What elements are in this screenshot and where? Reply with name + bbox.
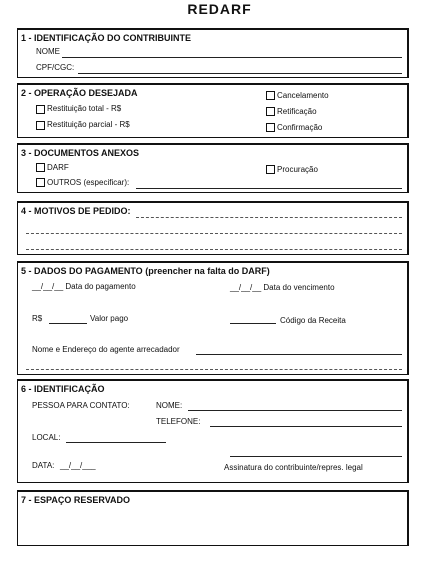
section-2-title: 2 - OPERAÇÃO DESEJADA: [21, 88, 138, 98]
section-dados-pagamento: [17, 261, 409, 375]
restituicao-total-label: Restituição total - R$: [47, 104, 122, 113]
data-vencimento-label: Data do vencimento: [263, 283, 335, 292]
codigo-receita-field[interactable]: [230, 323, 276, 324]
nome-label: NOME: [36, 47, 60, 56]
form-title: REDARF: [187, 1, 252, 17]
nome-endereco-field[interactable]: [196, 354, 402, 355]
section-4-title: 4 - MOTIVOS DE PEDIDO:: [21, 206, 131, 216]
procuracao-checkbox[interactable]: [266, 165, 275, 174]
data-field[interactable]: __/__/___: [60, 461, 96, 470]
valor-pago-field[interactable]: [49, 323, 87, 324]
cpf-cgc-field[interactable]: [78, 73, 402, 74]
section-operacao-desejada: [17, 83, 409, 138]
cancelamento-label: Cancelamento: [277, 91, 329, 100]
outros-label: OUTROS (especificar):: [47, 178, 130, 187]
section-documentos-anexos: [17, 143, 409, 193]
confirmacao-checkbox[interactable]: [266, 123, 275, 132]
restituicao-parcial-label: Restituição parcial - R$: [47, 120, 130, 129]
darf-checkbox[interactable]: [36, 163, 45, 172]
contato-nome-label: NOME:: [156, 401, 183, 410]
section-identificacao-contribuinte: [17, 28, 409, 78]
nome-field[interactable]: [62, 57, 402, 58]
rs-label: R$: [32, 314, 43, 323]
data-vencimento-row: [230, 283, 335, 292]
telefone-label: TELEFONE:: [156, 417, 201, 426]
procuracao-label: Procuração: [277, 165, 318, 174]
section-6-title: 6 - IDENTIFICAÇÃO: [21, 384, 105, 394]
restituicao-total-checkbox[interactable]: [36, 105, 45, 114]
valor-pago-label: Valor pago: [90, 314, 129, 323]
section-5-title: [21, 266, 270, 276]
confirmacao-label: Confirmação: [277, 123, 323, 132]
cpf-cgc-label: CPF/CGC:: [36, 63, 75, 72]
section-5-title-text: 5 - DADOS DO PAGAMENTO: [21, 266, 143, 276]
data-vencimento-field[interactable]: __/__/__: [230, 283, 262, 292]
section-espaco-reservado: [17, 490, 409, 546]
section-5-title-note: (preencher na falta do DARF): [145, 266, 270, 276]
contato-nome-field[interactable]: [188, 410, 402, 411]
outros-field[interactable]: [136, 188, 402, 189]
pessoa-contato-label: PESSOA PARA CONTATO:: [32, 401, 130, 410]
assinatura-field[interactable]: [230, 456, 402, 457]
local-label: LOCAL:: [32, 433, 61, 442]
darf-label: DARF: [47, 163, 69, 172]
motivos-line-3[interactable]: [26, 249, 402, 250]
nome-endereco-field-2[interactable]: [26, 369, 402, 370]
codigo-receita-label: Código da Receita: [280, 316, 346, 325]
telefone-field[interactable]: [210, 426, 402, 427]
cancelamento-checkbox[interactable]: [266, 91, 275, 100]
section-motivos-pedido: [17, 201, 409, 255]
section-identificacao: [17, 379, 409, 483]
local-field[interactable]: [66, 442, 166, 443]
data-pagamento-label: Data do pagamento: [65, 282, 136, 291]
data-pagamento-field[interactable]: __/__/__: [32, 282, 64, 291]
data-label: DATA:: [32, 461, 55, 470]
data-pagamento-row: [32, 282, 136, 291]
nome-endereco-label: Nome e Endereço do agente arrecadador: [32, 345, 180, 354]
retificacao-checkbox[interactable]: [266, 107, 275, 116]
retificacao-label: Retificação: [277, 107, 317, 116]
restituicao-parcial-checkbox[interactable]: [36, 121, 45, 130]
section-7-title: 7 - ESPAÇO RESERVADO: [21, 495, 131, 505]
outros-checkbox[interactable]: [36, 178, 45, 187]
section-3-title: 3 - DOCUMENTOS ANEXOS: [21, 148, 140, 158]
assinatura-label: Assinatura do contribuinte/repres. legal: [224, 463, 363, 472]
motivos-line-2[interactable]: [26, 233, 402, 234]
section-1-title: 1 - IDENTIFICAÇÃO DO CONTRIBUINTE: [21, 33, 191, 43]
motivos-line-1[interactable]: [136, 217, 402, 218]
